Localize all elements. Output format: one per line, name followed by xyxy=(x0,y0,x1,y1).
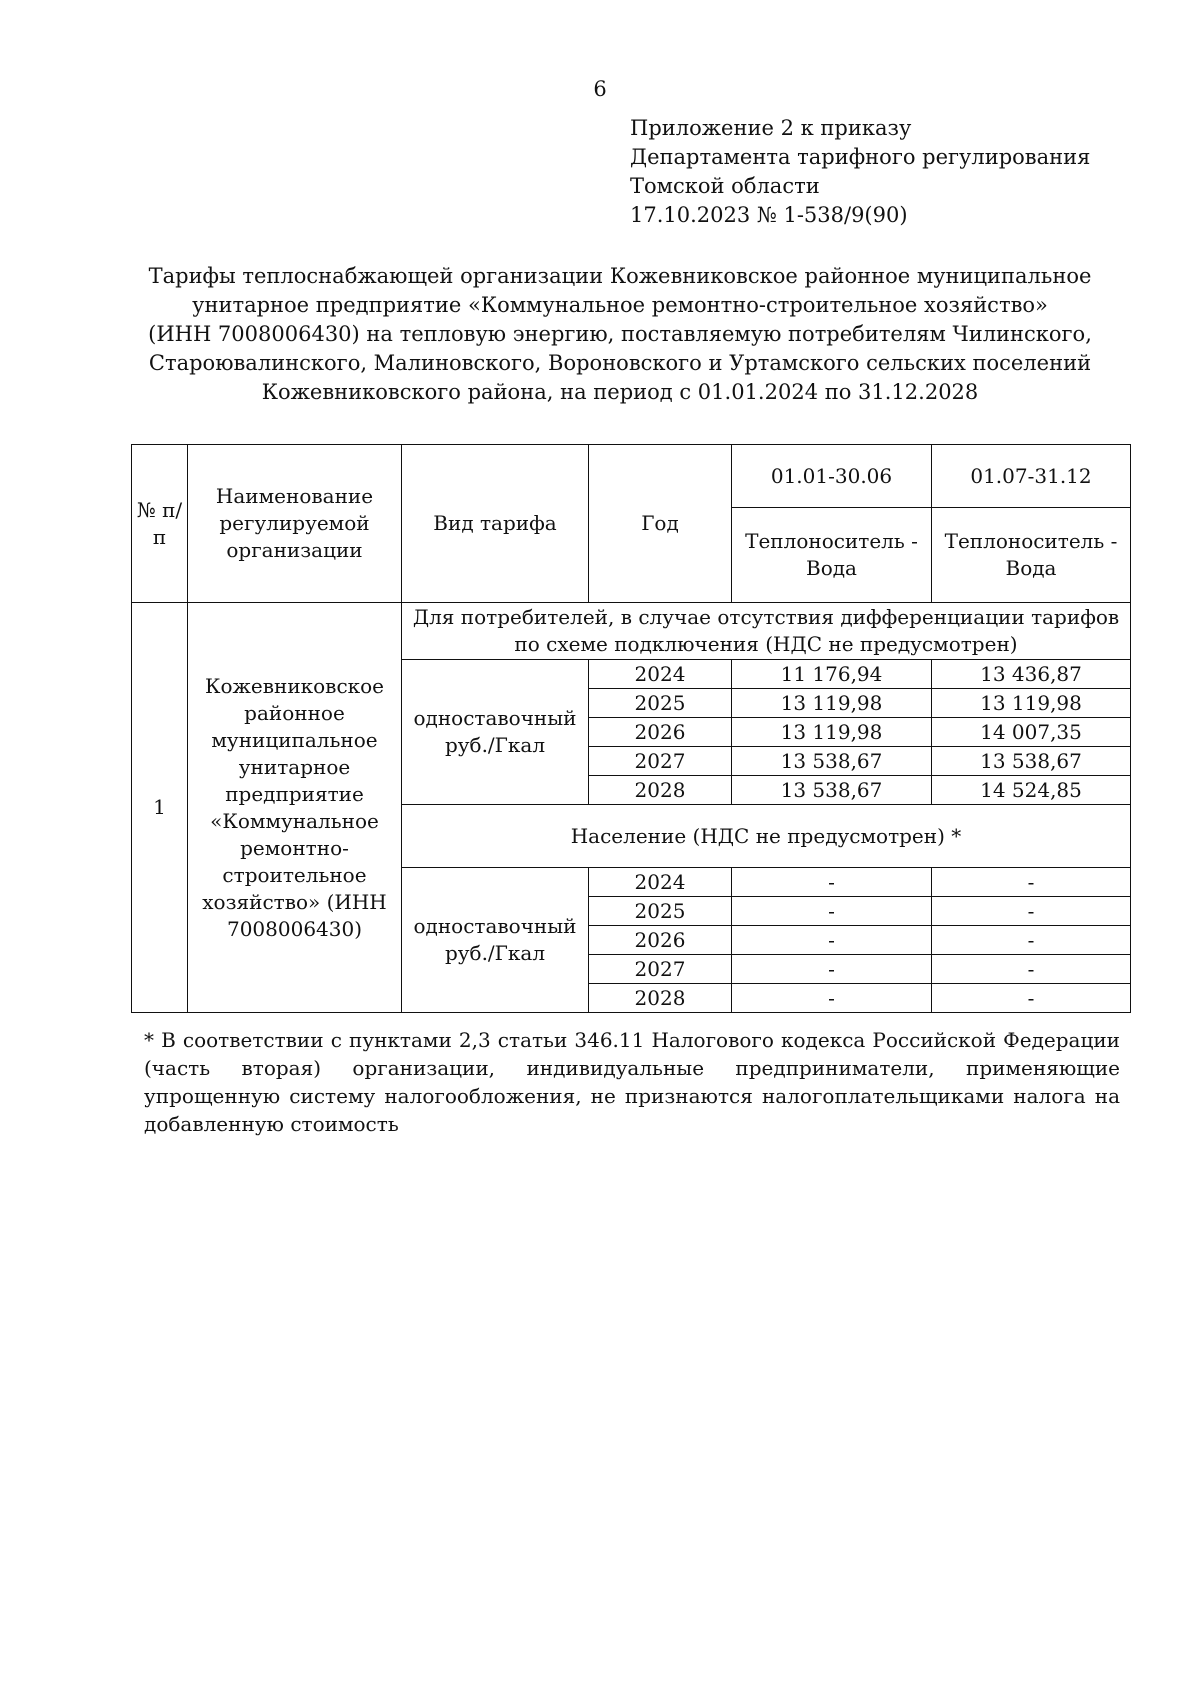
tariff-value-h1: 13 119,98 xyxy=(732,718,932,747)
appendix-line: Департамента тарифного регулирования xyxy=(630,145,1091,169)
year-cell: 2027 xyxy=(589,955,732,984)
tariff-value-h1: - xyxy=(732,984,932,1013)
header-organization: Наименование регулируемой организации xyxy=(188,445,402,603)
header-carrier-1: Теплоноситель - Вода xyxy=(732,508,932,603)
year-cell: 2028 xyxy=(589,776,732,805)
title-line: Староювалинского, Малиновского, Вороновского и Уртамского сельских поселений xyxy=(148,351,1092,375)
title-line: унитарное предприятие «Коммунальное ремонтно-строительное хозяйство» xyxy=(192,293,1048,317)
tariff-value-h1: - xyxy=(732,955,932,984)
tariff-value-h2: - xyxy=(932,955,1131,984)
year-cell: 2024 xyxy=(589,660,732,689)
tariff-value-h1: - xyxy=(732,868,932,897)
tariff-type-cell: одноставочный руб./Гкал xyxy=(402,660,589,805)
organization-name: Кожевниковское районное муниципальное унитарное предприятие «Коммунальное ремонтно-строительное хозяйство» (ИНН 7008006430) xyxy=(188,603,402,1013)
tariff-value-h2: 13 436,87 xyxy=(932,660,1131,689)
appendix-line: Приложение 2 к приказу xyxy=(630,116,912,140)
tariff-value-h1: 11 176,94 xyxy=(732,660,932,689)
tariff-table xyxy=(131,444,1131,1013)
tariff-value-h2: - xyxy=(932,926,1131,955)
header-carrier-2: Теплоноситель - Вода xyxy=(932,508,1131,603)
tariff-value-h2: 13 538,67 xyxy=(932,747,1131,776)
tariff-value-h1: - xyxy=(732,897,932,926)
tariff-value-h2: - xyxy=(932,984,1131,1013)
tariff-value-h2: 14 007,35 xyxy=(932,718,1131,747)
tariff-type-cell: одноставочный руб./Гкал xyxy=(402,868,589,1013)
header-year: Год xyxy=(589,445,732,603)
title-line: Кожевниковского района, на период с 01.01.2024 по 31.12.2028 xyxy=(261,380,979,404)
year-cell: 2028 xyxy=(589,984,732,1013)
tariff-value-h2: 14 524,85 xyxy=(932,776,1131,805)
section-title: Для потребителей, в случае отсутствия дифференциации тарифов по схеме подключения (НДС не предусмотрен) xyxy=(402,603,1131,660)
tariff-value-h1: 13 538,67 xyxy=(732,747,932,776)
tariff-value-h1: 13 538,67 xyxy=(732,776,932,805)
year-cell: 2025 xyxy=(589,689,732,718)
year-cell: 2024 xyxy=(589,868,732,897)
tariff-value-h2: - xyxy=(932,868,1131,897)
section-title: Население (НДС не предусмотрен) * xyxy=(402,805,1131,868)
tariff-value-h1: 13 119,98 xyxy=(732,689,932,718)
header-period-2: 01.07-31.12 xyxy=(932,445,1131,508)
year-cell: 2026 xyxy=(589,926,732,955)
year-cell: 2027 xyxy=(589,747,732,776)
appendix-block xyxy=(630,114,1090,230)
title-line: Тарифы теплоснабжающей организации Кожевниковское районное муниципальное xyxy=(148,264,1092,288)
page-number: 6 xyxy=(593,77,607,101)
appendix-line: 17.10.2023 № 1-538/9(90) xyxy=(630,203,908,227)
header-tariff-type: Вид тарифа xyxy=(402,445,589,603)
year-cell: 2025 xyxy=(589,897,732,926)
header-number: № п/п xyxy=(132,445,188,603)
appendix-line: Томской области xyxy=(630,174,820,198)
document-title xyxy=(130,262,1110,407)
tariff-value-h2: 13 119,98 xyxy=(932,689,1131,718)
footnote: * В соответствии с пунктами 2,3 статьи 346.11 Налогового кодекса Российской Федерации (часть вторая) организации, индивидуальные предприниматели, применяющие упрощенную систему налогообложения, не признаются налогоплательщиками налога на добавленную стоимость xyxy=(144,1028,1120,1136)
header-period-1: 01.01-30.06 xyxy=(732,445,932,508)
tariff-value-h2: - xyxy=(932,897,1131,926)
row-number: 1 xyxy=(132,603,188,1013)
year-cell: 2026 xyxy=(589,718,732,747)
tariff-value-h1: - xyxy=(732,926,932,955)
title-line: (ИНН 7008006430) на тепловую энергию, поставляемую потребителям Чилинского, xyxy=(148,322,1092,346)
